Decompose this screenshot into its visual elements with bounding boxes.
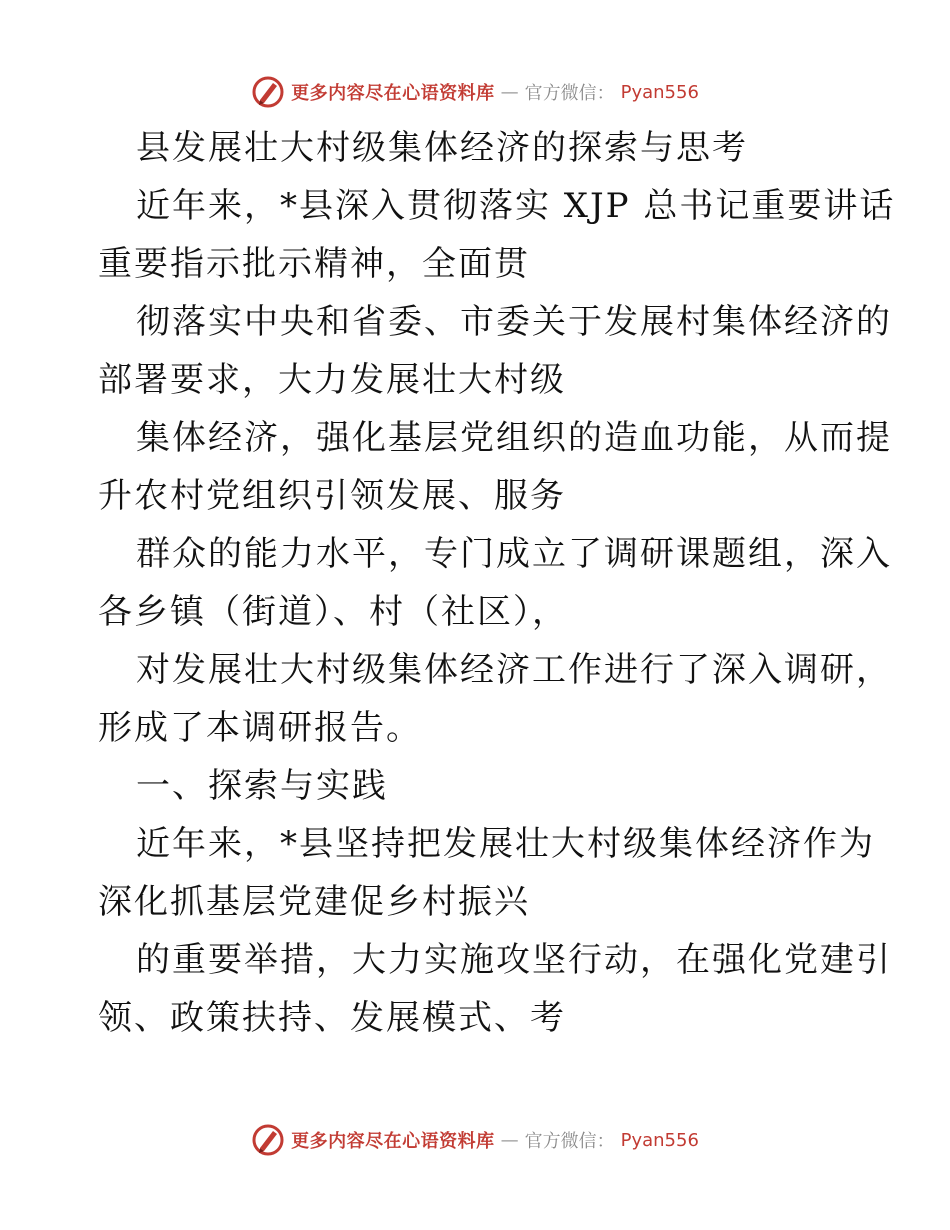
paragraph-line: 领、政策扶持、发展模式、考 <box>98 998 566 1038</box>
footer-contact-label: 官方微信： <box>524 1131 615 1152</box>
paragraph-line: 群众的能力水平，专门成立了调研课题组，深入 <box>136 534 892 574</box>
paragraph-line: 的重要举措，大力实施攻坚行动，在强化党建引 <box>136 940 892 980</box>
paragraph-line: 深化抓基层党建促乡村振兴 <box>98 882 530 922</box>
paragraph-line: 重要指示批示精神，全面贯 <box>98 244 530 284</box>
pen-logo-icon <box>251 1123 285 1157</box>
paragraph-line: 部署要求，大力发展壮大村级 <box>98 360 566 400</box>
footer-separator: — <box>500 1129 519 1151</box>
paragraph-line: 升农村党组织引领发展、服务 <box>98 476 566 516</box>
paragraph-line: 形成了本调研报告。 <box>98 708 422 748</box>
paragraph-line: 近年来，*县坚持把发展壮大村级集体经济作为 <box>136 824 875 864</box>
header-banner <box>0 72 950 112</box>
paragraph-line: 彻落实中央和省委、市委关于发展村集体经济的 <box>136 302 892 342</box>
footer-slogan: 更多内容尽在心语资料库 <box>291 1131 495 1152</box>
footer-banner <box>0 1120 950 1160</box>
header-contact-label: 官方微信： <box>524 83 615 104</box>
footer-wechat-id: Pyan556 <box>620 1129 699 1151</box>
paragraph-line: 近年来，*县深入贯彻落实 XJP 总书记重要讲话 <box>136 186 896 226</box>
section-heading: 一、探索与实践 <box>136 766 388 806</box>
paragraph-line: 各乡镇（街道）、村（社区）， <box>98 592 568 632</box>
paragraph-line: 对发展壮大村级集体经济工作进行了深入调研， <box>136 650 892 690</box>
header-slogan: 更多内容尽在心语资料库 <box>291 83 495 104</box>
header-wechat-id: Pyan556 <box>620 81 699 103</box>
document-title: 县发展壮大村级集体经济的探索与思考 <box>136 128 748 168</box>
header-separator: — <box>500 81 519 103</box>
paragraph-line: 集体经济，强化基层党组织的造血功能，从而提 <box>136 418 892 458</box>
pen-logo-icon <box>251 75 285 109</box>
